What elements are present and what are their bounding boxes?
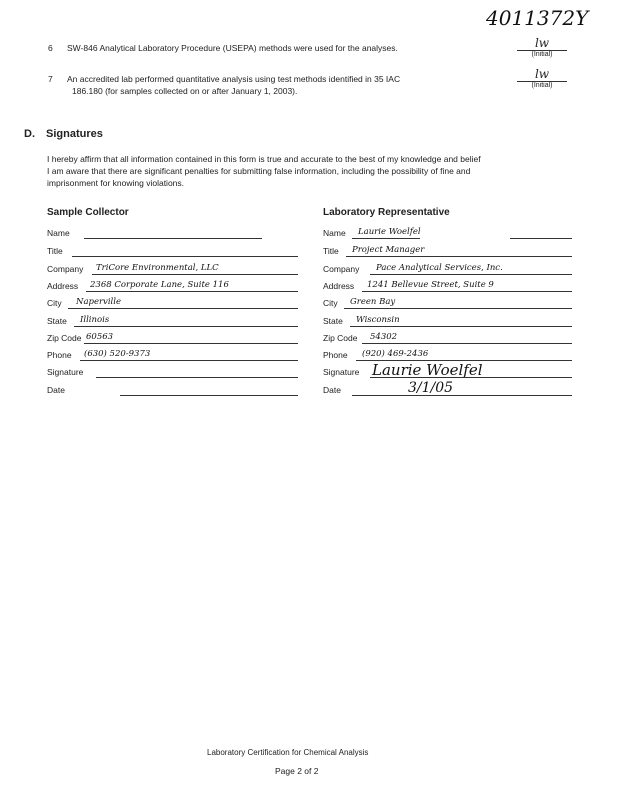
- footer-title: Laboratory Certification for Chemical Analysis: [207, 748, 369, 757]
- item-7-initial-label: (Initial): [531, 82, 553, 89]
- collector-zip-line: [84, 343, 298, 344]
- item-6-text: SW-846 Analytical Laboratory Procedure (USEPA) methods were used for the analyses.: [67, 43, 398, 53]
- lab-address-line: [362, 291, 572, 292]
- affirm-line-3: imprisonment for knowing violations.: [47, 178, 185, 188]
- lab-zip-value: 54302: [370, 332, 398, 342]
- item-7-text-line1: An accredited lab performed quantitative analysis using test methods identified in 35 IAC: [67, 74, 401, 84]
- item-6-initial-signature: lw: [534, 36, 550, 50]
- lab-company-line: [370, 274, 572, 275]
- item-7-text-line2: 186.180 (for samples collected on or after January 1, 2003).: [72, 86, 298, 96]
- lab-rep-heading: Laboratory Representative: [323, 207, 450, 218]
- item-6-initial-label: (Initial): [531, 51, 553, 58]
- lab-name-line-ext: [510, 238, 572, 239]
- lab-title-label: Title: [323, 246, 339, 256]
- lab-title-line: [346, 256, 572, 257]
- collector-company-value: TriCore Environmental, LLC: [96, 263, 219, 273]
- collector-date-line: [120, 395, 298, 396]
- collector-city-value: Naperville: [76, 297, 122, 307]
- collector-zip-value: 60563: [86, 332, 114, 342]
- collector-title-line: [72, 256, 298, 257]
- lab-zip-label: Zip Code: [323, 333, 358, 343]
- collector-city-label: City: [47, 298, 62, 308]
- collector-signature-line: [96, 377, 298, 378]
- lab-city-line: [344, 308, 572, 309]
- lab-address-value: 1241 Bellevue Street, Suite 9: [367, 280, 494, 290]
- lab-company-value: Pace Analytical Services, Inc.: [376, 263, 503, 273]
- collector-phone-value: (630) 520-9373: [84, 349, 151, 359]
- lab-city-value: Green Bay: [350, 297, 396, 307]
- collector-state-line: [74, 326, 298, 327]
- collector-company-label: Company: [47, 264, 84, 274]
- section-d-letter: D.: [24, 128, 35, 140]
- lab-phone-label: Phone: [323, 350, 348, 360]
- lab-city-label: City: [323, 298, 338, 308]
- lab-phone-value: (920) 469-2436: [362, 349, 429, 359]
- affirm-line-2: I am aware that there are significant penalties for submitting false information, including the possibility of fine and: [47, 166, 471, 176]
- collector-zip-label: Zip Code: [47, 333, 82, 343]
- collector-name-label: Name: [47, 228, 70, 238]
- handwritten-doc-number: 4011372Y: [486, 6, 589, 30]
- item-6-number: 6: [48, 43, 53, 53]
- lab-name-line: [352, 238, 420, 239]
- collector-signature-label: Signature: [47, 367, 84, 377]
- lab-signature-line: [370, 377, 572, 378]
- lab-signature-label: Signature: [323, 367, 360, 377]
- lab-name-label: Name: [323, 228, 346, 238]
- collector-name-line: [84, 238, 262, 239]
- lab-state-value: Wisconsin: [356, 315, 400, 325]
- section-d-title: Signatures: [46, 128, 103, 140]
- collector-heading: Sample Collector: [47, 207, 129, 218]
- lab-state-label: State: [323, 316, 343, 326]
- lab-state-line: [350, 326, 572, 327]
- lab-company-label: Company: [323, 264, 360, 274]
- lab-date-value: 3/1/05: [408, 380, 454, 396]
- item-7-initial-signature: lw: [534, 67, 550, 81]
- collector-address-line: [86, 291, 298, 292]
- collector-date-label: Date: [47, 385, 65, 395]
- collector-address-label: Address: [47, 281, 79, 291]
- collector-phone-line: [80, 360, 298, 361]
- collector-city-line: [68, 308, 298, 309]
- lab-signature-value: Laurie Woelfel: [372, 361, 483, 379]
- lab-date-label: Date: [323, 385, 341, 395]
- footer-page-number: Page 2 of 2: [275, 766, 319, 776]
- affirm-line-1: I hereby affirm that all information contained in this form is true and accurate to the best of my knowledge and belief: [47, 154, 481, 164]
- collector-title-label: Title: [47, 246, 63, 256]
- collector-company-line: [92, 274, 298, 275]
- lab-zip-line: [362, 343, 572, 344]
- lab-date-line: [352, 395, 572, 396]
- item-7-initial-block: [517, 68, 567, 89]
- lab-name-value: Laurie Woelfel: [358, 227, 421, 237]
- item-6-initial-block: [517, 37, 567, 58]
- collector-phone-label: Phone: [47, 350, 72, 360]
- collector-state-value: Illinois: [80, 315, 110, 325]
- lab-address-label: Address: [323, 281, 355, 291]
- lab-title-value: Project Manager: [352, 245, 425, 255]
- item-7-number: 7: [48, 74, 53, 84]
- collector-state-label: State: [47, 316, 67, 326]
- collector-address-value: 2368 Corporate Lane, Suite 116: [90, 280, 229, 290]
